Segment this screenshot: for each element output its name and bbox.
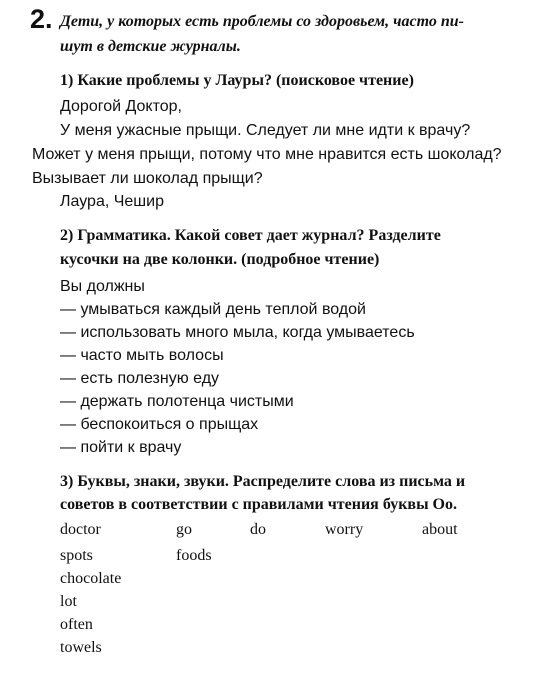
word-spots: spots [60, 547, 93, 564]
task-number: 2. [30, 4, 53, 34]
advice-item: — пойти к врачу [60, 439, 182, 456]
task-intro-line-2: шут в детские журналы. [60, 38, 241, 55]
word-often: often [60, 616, 93, 633]
word-header-do: do [250, 521, 266, 538]
word-towels: towels [60, 639, 102, 656]
letter-line-1: У меня ужасные прыщи. Следует ли мне идти к врачу? [60, 122, 471, 139]
advice-item: — есть полезную еду [60, 370, 220, 387]
word-header-doctor: doctor [60, 521, 101, 538]
letter-line-3: Вызывает ли шоколад прыщи? [32, 170, 263, 187]
word-header-about: about [422, 521, 458, 538]
word-header-go: go [176, 521, 192, 538]
letter-signature: Лаура, Чешир [60, 193, 164, 210]
section-2-heading-line-2: кусочки на две колонки. (подробное чтение) [60, 251, 380, 268]
advice-item: — умываться каждый день теплой водой [60, 301, 366, 318]
advice-lead: Вы должны [60, 278, 145, 295]
letter-line-2: Может у меня прыщи, потому что мне нравится есть шоколад? [32, 146, 502, 163]
section-1-heading: 1) Какие проблемы у Лауры? (поисковое чтение) [60, 72, 414, 89]
word-foods: foods [176, 547, 212, 564]
word-header-worry: worry [325, 521, 364, 538]
section-3-heading-line-1: 3) Буквы, знаки, звуки. Распределите слова из письма и [60, 473, 466, 490]
advice-item: — держать полотенца чистыми [60, 393, 294, 410]
letter-greeting: Дорогой Доктор, [60, 98, 182, 115]
word-lot: lot [60, 593, 77, 610]
advice-item: — часто мыть волосы [60, 347, 224, 364]
section-3-heading-line-2: советов в соответствии с правилами чтения буквы Оо. [60, 496, 457, 513]
word-chocolate: chocolate [60, 570, 122, 587]
section-2-heading-line-1: 2) Грамматика. Какой совет дает журнал? Разделите [60, 227, 441, 244]
advice-item: — использовать много мыла, когда умываетесь [60, 324, 415, 341]
task-intro-line-1: Дети, у которых есть проблемы со здоровьем, часто пи- [60, 13, 464, 30]
advice-item: — беспокоиться о прыщах [60, 416, 259, 433]
